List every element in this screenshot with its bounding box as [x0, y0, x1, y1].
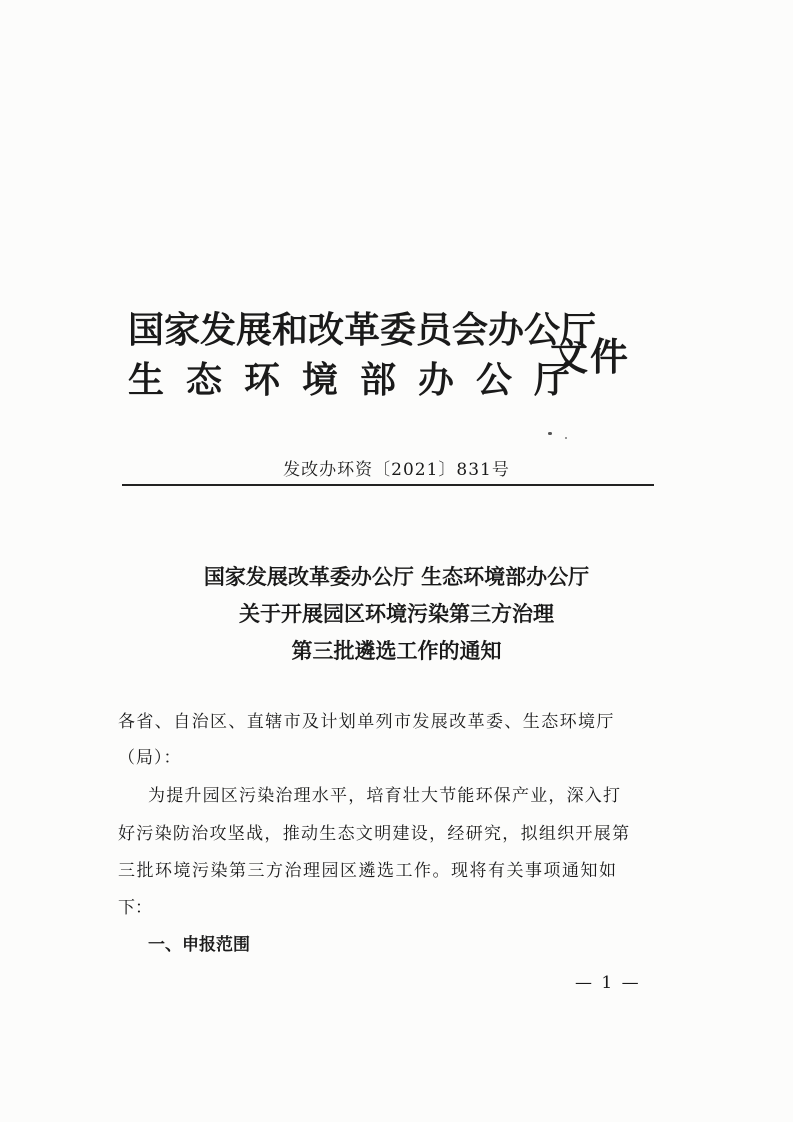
issuer-suffix: 文件: [550, 334, 631, 379]
scan-speck: [565, 437, 567, 439]
addressee-line-1: 各省、自治区、直辖市及计划单列市发展改革委、生态环境厅: [118, 712, 615, 732]
section-heading: 一、申报范围: [148, 935, 250, 955]
paragraph-line-4: 下：: [118, 898, 152, 918]
header-divider: [122, 484, 654, 486]
paragraph-line-3: 三批环境污染第三方治理园区遴选工作。现将有关事项通知如: [118, 861, 618, 881]
paragraph-line-1: 为提升园区污染治理水平，培育壮大节能环保产业，深入打: [148, 786, 622, 806]
scan-speck: [548, 432, 552, 435]
issuer-ndrc: 国家发展和改革委员会办公厅: [128, 309, 597, 351]
issuer-header: [128, 300, 648, 410]
title-line-2: 关于开展园区环境污染第三方治理: [239, 601, 554, 626]
document-number: 发改办环资〔2021〕831号: [283, 460, 510, 480]
paragraph-line-2: 好污染防治攻坚战，推动生态文明建设，经研究，拟组织开展第: [118, 824, 631, 844]
addressee-line-2: （局）：: [118, 748, 182, 768]
title-line-3: 第三批遴选工作的通知: [291, 638, 502, 663]
page-number: — 1 —: [575, 973, 641, 993]
issuer-mee: 生态环境部办公厅: [128, 359, 593, 401]
title-line-1: 国家发展改革委办公厅 生态环境部办公厅: [203, 564, 590, 589]
